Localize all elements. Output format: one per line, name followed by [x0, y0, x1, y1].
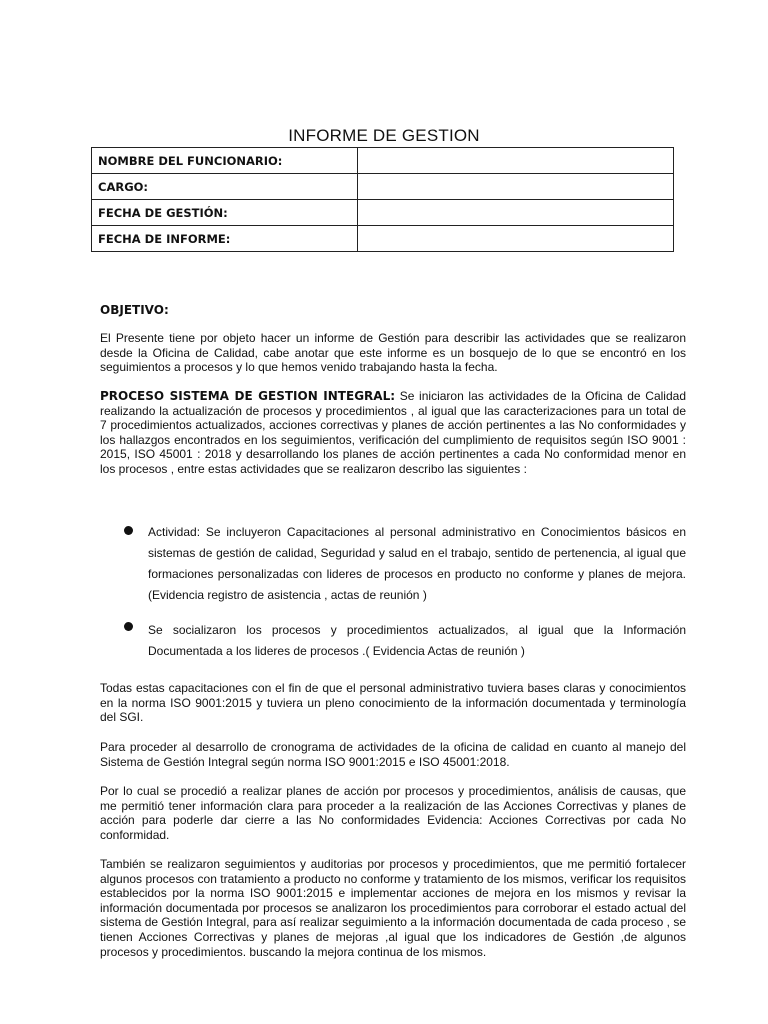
table-row [92, 174, 674, 200]
info-table [91, 147, 674, 252]
bullet-text: Actividad: Se incluyeron Capacitaciones al personal administrativo en Conocimientos básicos en sistemas de gestión de calidad, Seguridad y salud en el trabajo, sentido de pertenencia, al igual que formaciones personalizadas con lideres de procesos en producto no conforme y planes de mejora.(Evidencia registro de asistencia , actas de reunión ) [148, 525, 686, 602]
fecha-informe-label: FECHA DE INFORME: [92, 226, 358, 252]
cargo-value [358, 174, 674, 200]
paragraph: Todas estas capacitaciones con el fin de que el personal administrativo tuviera bases claras y conocimientos en la norma ISO 9001:2015 y tuviera un pleno conocimiento de la información documentada y terminología del SGI. [100, 681, 686, 725]
table-row [92, 226, 674, 252]
paragraph: También se realizaron seguimientos y auditorias por procesos y procedimientos, que me permitió fortalecer algunos procesos con tratamiento a producto no conforme y tratamiento de los mismos, verificar los requisitos establecidos por la norma ISO 9001:2015 e implementar acciones de mejora en los mismos y revisar la información documentada por procesos se analizaron los procedimientos para corroborar el estado actual del sistema de Gestión Integral, para así realizar seguimiento a la información documentada de cada proceso , se tienen Acciones Correctivas y planes de mejoras ,al igual que los indicadores de Gestión ,de algunos procesos y procedimientos. buscando la mejora continua de los mismos. [100, 857, 686, 959]
paragraph: Para proceder al desarrollo de cronograma de actividades de la oficina de calidad en cuanto al manejo del Sistema de Gestión Integral según norma ISO 9001:2015 e ISO 45001:2018. [100, 740, 686, 769]
fecha-informe-value [358, 226, 674, 252]
table-row [92, 200, 674, 226]
bullet-icon [124, 526, 133, 535]
process-paragraph [100, 389, 686, 477]
table-row [92, 148, 674, 174]
paragraph: Por lo cual se procedió a realizar planes de acción por procesos y procedimientos, análisis de causas, que me permitió tener información clara para proceder a la realización de las Acciones Correctivas y planes de acción para poderle dar cierre a las No conformidades Evidencia: Acciones Correctivas por cada No conformidad. [100, 784, 686, 842]
cargo-label: CARGO: [92, 174, 358, 200]
process-lead: PROCESO SISTEMA DE GESTION INTEGRAL: [100, 389, 396, 403]
bullet-text: Se socializaron los procesos y procedimientos actualizados, al igual que la Información Documentada a los lideres de procesos .( Evidencia Actas de reunión ) [148, 623, 686, 658]
bullet-icon [124, 622, 133, 631]
funcionario-value [358, 148, 674, 174]
fecha-gestion-label: FECHA DE GESTIÓN: [92, 200, 358, 226]
objective-heading: OBJETIVO: [100, 303, 169, 317]
fecha-gestion-value [358, 200, 674, 226]
document-title: INFORME DE GESTION [288, 126, 480, 145]
process-text: Se iniciaron las actividades de la Oficina de Calidad realizando la actualización de procesos y procedimientos , al igual que las caracterizaciones para un total de 7 procedimientos actualizados, acciones correctivas y planes de acción pertinentes a las No conformidades y los hallazgos encontrados en los seguimientos, verificación del cumplimiento de requisitos según ISO 9001 : 2015, ISO 45001 : 2018 y desarrollando los planes de acción pertinentes a cada No conformidad menor en los procesos , entre estas actividades que se realizaron describo las siguientes : [100, 389, 686, 476]
objective-paragraph: El Presente tiene por objeto hacer un informe de Gestión para describir las actividades que se realizaron desde la Oficina de Calidad, cabe anotar que este informe es un bosquejo de lo que se encontró en los seguimientos a procesos y lo que hemos venido trabajando hasta la fecha. [100, 331, 686, 375]
funcionario-label: NOMBRE DEL FUNCIONARIO: [92, 148, 358, 174]
